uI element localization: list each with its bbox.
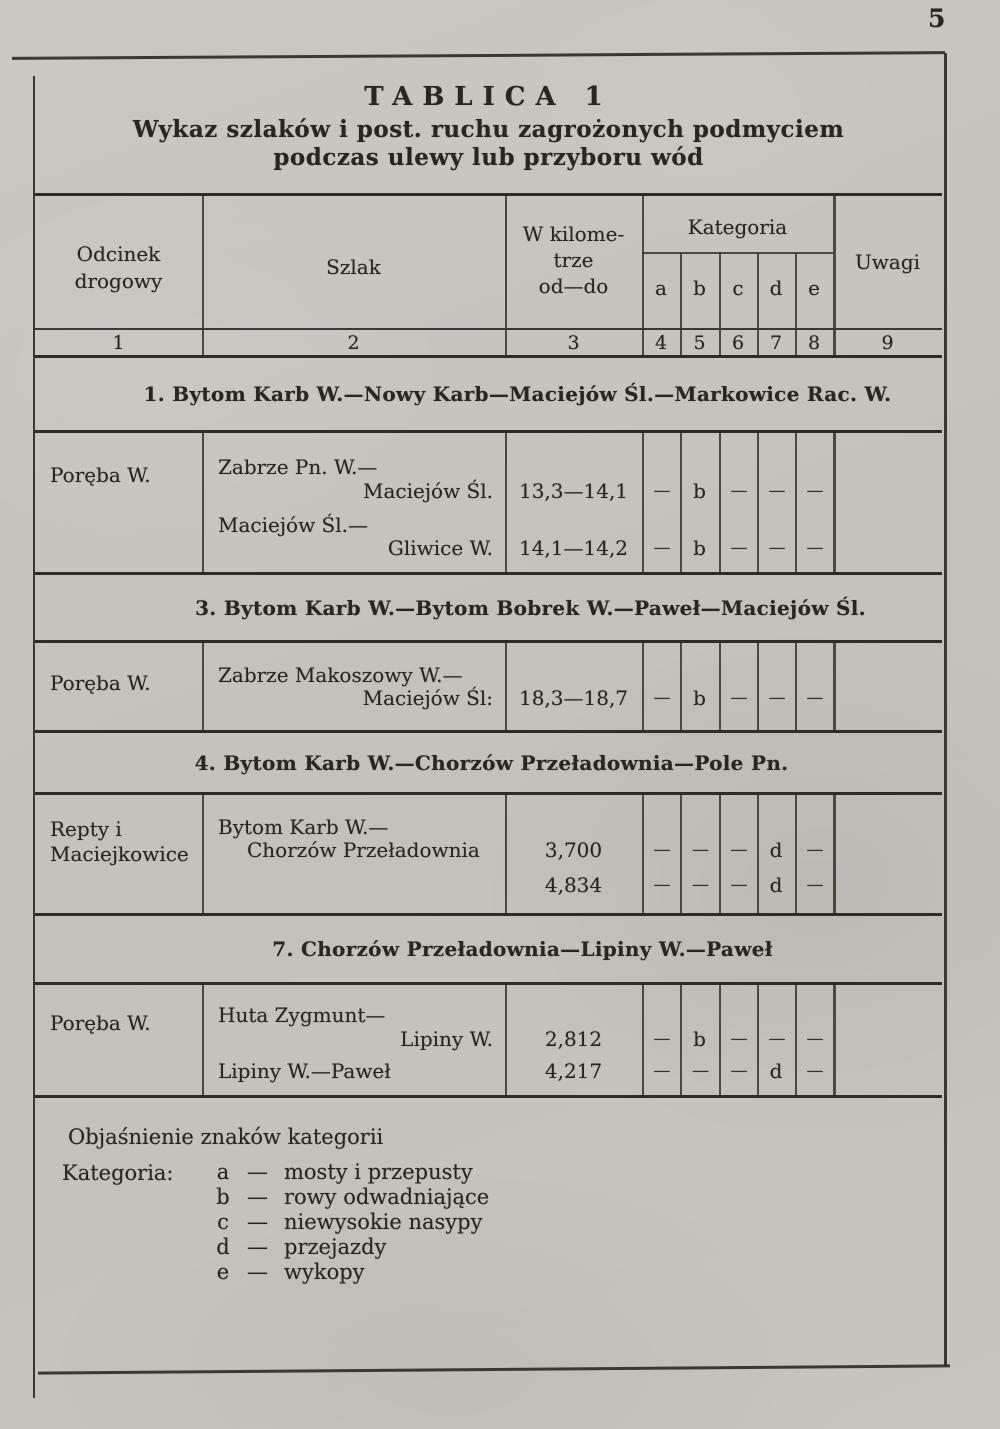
column-separator [719,643,721,730]
cat-e: — [806,688,822,708]
cat-a: — [653,875,669,895]
km-cell: 14,1—14,2 [518,536,629,560]
odcinek-cell [50,817,189,867]
cat-c: — [730,538,746,558]
cat-a: — [653,840,669,860]
section-7-heading: 7. Chorzów Przeładownia—Lipiny W.—Paweł [35,916,942,985]
odcinek-line1: Repty i [50,817,122,841]
legend-item-a [213,1161,489,1184]
cat-b: — [692,840,707,860]
legend-desc: wykopy [284,1260,365,1284]
cat-c: — [730,840,746,860]
legend-dash: — [247,1160,268,1184]
szlak-from: Zabrze Pn. W.— [218,455,378,479]
cat-d: — [768,538,784,558]
legend-key: a [216,1160,230,1184]
column-separator [202,795,204,913]
column-separator [795,643,797,730]
legend-key: d [216,1235,230,1259]
szlak-from: Lipiny W.—Paweł [218,1059,391,1083]
legend-desc: niewysokie nasypy [284,1210,483,1234]
szlak-to: Maciejów Śl. [362,479,493,503]
cat-b: b [693,686,706,710]
section-1-heading: 1. Bytom Karb W.—Nowy Karb—Maciejów Śl.—Markowice Rac. W. [35,358,942,433]
cat-a: — [653,1029,669,1049]
legend-label: Kategoria: [62,1161,174,1185]
header-odcinek-line2: drogowy [74,269,163,293]
legend-item-e [213,1261,489,1284]
cat-a: — [653,481,669,501]
column-separator [642,643,644,730]
cat-d: d [769,1059,783,1083]
page-frame-bottom [38,1364,950,1374]
col-number-5: 5 [693,332,706,354]
column-separator [833,433,836,572]
cat-d: — [768,1029,784,1049]
cat-e: — [806,481,822,501]
km-cell: 2,812 [544,1027,603,1051]
szlak-from: Bytom Karb W.— [218,815,389,839]
legend-dash: — [247,1210,268,1234]
odcinek-cell: Poręba W. [50,671,151,695]
legend-dash: — [247,1235,268,1259]
header-subcol-b: b [693,276,706,300]
header-szlak: Szlak [326,255,381,279]
header-km [505,221,642,299]
page-frame-top [12,51,945,60]
legend-title: Objaśnienie znaków kategorii [68,1125,384,1149]
column-separator [757,643,759,730]
cat-c: — [730,1029,746,1049]
cat-e: — [806,538,822,558]
section-1-data [35,433,942,575]
table [35,193,942,1098]
cat-b: b [693,536,706,560]
km-cell: 18,3—18,7 [518,686,629,710]
column-numbers-row [35,330,942,358]
legend-item-d [213,1236,489,1259]
header-subcol-d: d [769,276,783,300]
cat-e: — [806,840,822,860]
odcinek-line2: Maciejkowice [50,842,189,866]
kategoria-underline [642,252,833,254]
title-block [35,82,942,171]
column-separator [833,643,836,730]
cat-b: b [693,1027,706,1051]
col-number-8: 8 [807,332,821,354]
cat-c: — [730,1061,746,1081]
cat-c: — [730,688,746,708]
document-subtitle-line2: podczas ulewy lub przyboru wód [273,144,704,171]
cat-b: — [692,1061,707,1081]
odcinek-cell: Poręba W. [50,463,151,487]
document-subtitle-line1: Wykaz szlaków i post. ruchu zagrożonych podmyciem [132,116,845,143]
szlak-to: Chorzów Przeładownia [247,838,480,862]
legend-key: c [217,1210,229,1234]
page-frame-right [944,53,947,1366]
page-number: 5 [928,4,946,33]
column-separator [833,985,836,1095]
col-number-1: 1 [112,332,125,354]
section-3-heading: 3. Bytom Karb W.—Bytom Bobrek W.—Paweł—Maciejów Śl. [35,575,942,643]
cat-c: — [730,481,746,501]
header-kategoria: Kategoria [687,215,788,239]
szlak-to: Gliwice W. [387,536,493,560]
cat-a: — [653,1061,669,1081]
szlak-to: Lipiny W. [400,1027,493,1051]
section-4-data [35,795,942,916]
header-subcol-e: e [808,276,820,300]
km-cell: 13,3—14,1 [518,479,629,503]
header-odcinek-line1: Odcinek [76,242,161,266]
section-4-heading: 4. Bytom Karb W.—Chorzów Przeładownia—Pole Pn. [35,733,942,795]
legend-desc: rowy odwadniające [284,1185,490,1209]
szlak-to: Maciejów Śl: [362,686,493,710]
legend-desc: mosty i przepusty [284,1160,473,1184]
odcinek-cell: Poręba W. [50,1011,151,1035]
legend-items [213,1161,489,1286]
km-cell: 3,700 [544,838,603,862]
section-7-data [35,985,942,1098]
legend-key: e [216,1260,230,1284]
cat-a: — [653,538,669,558]
col-number-3: 3 [567,332,580,354]
cat-e: — [806,1029,822,1049]
header-odcinek [35,241,202,295]
legend-item-c [213,1211,489,1234]
szlak-from: Huta Zygmunt— [218,1003,386,1027]
col-number-7: 7 [769,332,783,354]
cat-d: — [768,481,784,501]
szlak-from: Zabrze Makoszowy W.— [218,663,463,687]
header-subcol-a: a [655,276,667,300]
document-title: TABLICA 1 [364,82,613,112]
header-km-line3: od—do [538,274,609,298]
legend-dash: — [247,1260,268,1284]
col-number-9: 9 [881,332,894,354]
header-km-line2: trze [553,248,594,272]
table-header [35,193,942,330]
cat-e: — [806,875,822,895]
szlak-from: Maciejów Śl.— [218,513,369,537]
header-uwagi: Uwagi [854,250,921,274]
col-number-4: 4 [654,332,668,354]
column-separator [833,795,836,913]
cat-d: d [769,838,783,862]
section-3-data [35,643,942,733]
cat-c: — [730,875,746,895]
legend-desc: przejazdy [284,1235,387,1259]
header-subcol-c: c [732,276,744,300]
cat-b: b [693,479,706,503]
cat-b: — [692,875,707,895]
km-cell: 4,834 [544,873,603,897]
col-number-6: 6 [731,332,745,354]
legend-item-b [213,1186,489,1209]
cat-e: — [806,1061,822,1081]
legend-dash: — [247,1185,268,1209]
cat-a: — [653,688,669,708]
cat-d: — [768,688,784,708]
col-number-2: 2 [347,332,360,354]
legend-key: b [216,1185,230,1209]
km-cell: 4,217 [544,1059,603,1083]
cat-d: d [769,873,783,897]
header-km-line1: W kilome- [522,222,625,246]
